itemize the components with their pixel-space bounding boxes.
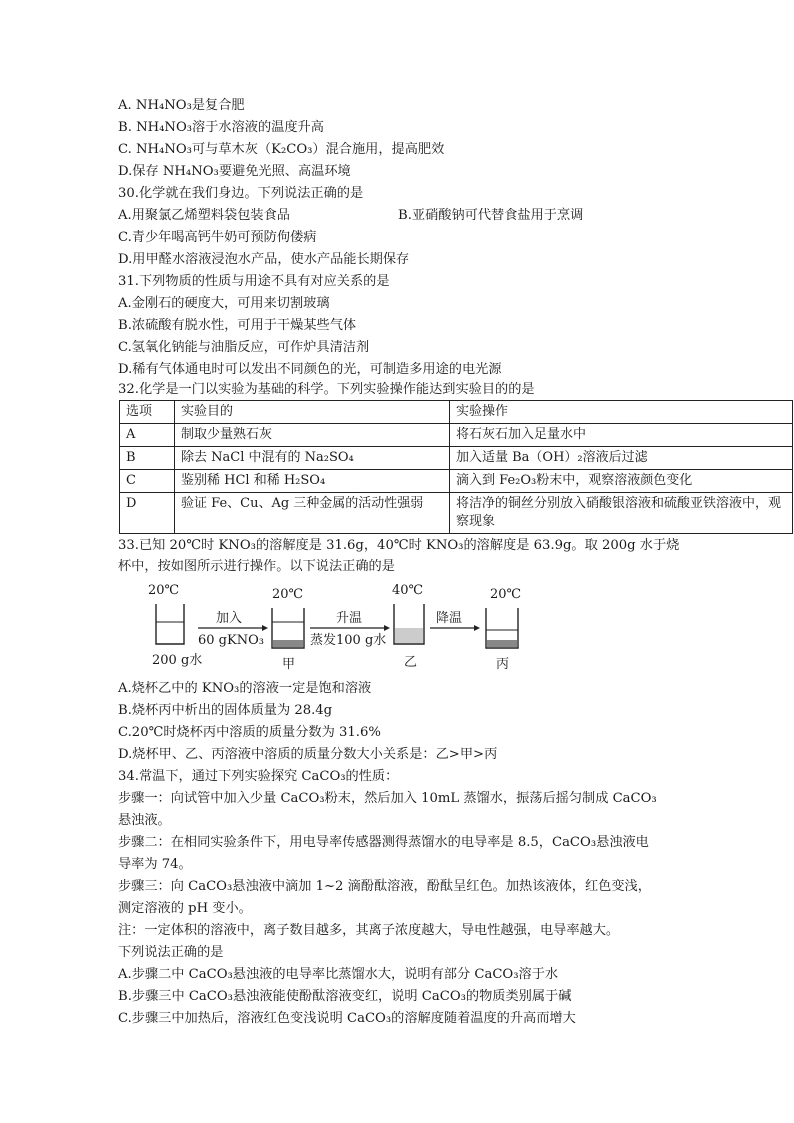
- q34-question: 下列说法正确的是: [118, 945, 224, 960]
- q30-option-d: D.用甲醛水溶液浸泡水产品，使水产品能长期保存: [118, 252, 410, 267]
- q33-option-a: A.烧杯乙中的 KNO₃的溶液一定是饱和溶液: [118, 681, 372, 696]
- beaker3-temp: 20℃: [490, 587, 522, 602]
- table-header-row: [120, 401, 793, 424]
- step3-top-label: 降温: [436, 611, 463, 626]
- q29-option-c: C. NH₄NO₃可与草木灰（K₂CO₃）混合施用，提高肥效: [118, 142, 445, 157]
- beaker2-solution: [395, 628, 423, 643]
- q34-step1-line1: 步骤一：向试管中加入少量 CaCO₃粉末，然后加入 10mL 蒸馏水，振荡后摇匀制成 CaCO₃: [118, 791, 657, 806]
- table-row: [120, 447, 793, 470]
- q32-table: [119, 400, 793, 534]
- q33-option-c: C.20℃时烧杯丙中溶质的质量分数为 31.6%: [118, 725, 381, 740]
- beaker2-label: 乙: [404, 655, 418, 670]
- q30-option-b: B.亚硝酸钠可代替食盐用于烹调: [398, 208, 584, 223]
- beaker0-water-label: 200 g水: [152, 653, 203, 668]
- q32-stem: 32.化学是一门以实验为基础的科学。下列实验操作能达到实验目的的是: [118, 382, 535, 397]
- table-cell: 制取少量熟石灰: [175, 424, 450, 447]
- table-cell: 鉴别稀 HCl 和稀 H₂SO₄: [175, 470, 450, 493]
- q34-step2-line2: 导率为 74。: [118, 857, 192, 872]
- q34-option-a: A.步骤二中 CaCO₃悬浊液的电导率比蒸馏水大，说明有部分 CaCO₃溶于水: [118, 967, 559, 982]
- q33-option-b: B.烧杯丙中析出的固体质量为 28.4g: [118, 703, 333, 718]
- q34-step3-line1: 步骤三：向 CaCO₃悬浊液中滴加 1~2 滴酚酞溶液，酚酞呈红色。加热该液体，红色变浅，: [118, 879, 651, 894]
- table-cell: B: [120, 447, 175, 470]
- beaker3-solid: [487, 640, 517, 647]
- step2-top-label: 升温: [336, 611, 363, 626]
- q29-option-b: B. NH₄NO₃溶于水溶液的温度升高: [118, 120, 324, 135]
- table-cell: 除去 NaCl 中混有的 Na₂SO₄: [175, 447, 450, 470]
- step2-bottom-label: 蒸发100 g水: [310, 633, 387, 648]
- q29-option-a: A. NH₄NO₃是复合肥: [118, 98, 245, 113]
- q33-beaker-diagram: [140, 578, 560, 678]
- beaker1-label: 甲: [282, 657, 296, 672]
- q30-stem: 30.化学就在我们身边。下列说法正确的是: [118, 186, 364, 201]
- q30-option-c: C.青少年喝高钙牛奶可预防佝偻病: [118, 230, 317, 245]
- table-cell: A: [120, 424, 175, 447]
- step1-arrowhead: [262, 625, 268, 631]
- q30-row-ab: [118, 206, 718, 226]
- table-cell: 将石灰石加入足量水中: [450, 424, 793, 447]
- table-cell: D: [120, 493, 175, 534]
- q34-option-c: C.步骤三中加热后，溶液红色变浅说明 CaCO₃的溶解度随着温度的升高而增大: [118, 1011, 576, 1026]
- q34-stem: 34.常温下，通过下列实验探究 CaCO₃的性质：: [118, 769, 399, 784]
- q34-step2-line1: 步骤二：在相同实验条件下，用电导率传感器测得蒸馏水的电导率是 8.5，CaCO₃悬浊液电: [118, 835, 649, 850]
- beaker1-temp: 20℃: [272, 587, 304, 602]
- table-cell: C: [120, 470, 175, 493]
- q31-option-b: B.浓硫酸有脱水性，可用于干燥某些气体: [118, 318, 357, 333]
- q34-option-b: B.步骤三中 CaCO₃悬浊液能使酚酞溶液变红，说明 CaCO₃的物质类别属于碱: [118, 989, 572, 1004]
- q31-option-a: A.金刚石的硬度大，可用来切割玻璃: [118, 296, 330, 311]
- beaker0: [156, 604, 184, 644]
- q31-option-d: D.稀有气体通电时可以发出不同颜色的光，可制造多用途的电光源: [118, 362, 502, 377]
- step1-top-label: 加入: [216, 611, 243, 626]
- step2-arrowhead: [384, 625, 390, 631]
- beaker2-temp: 40℃: [392, 583, 424, 598]
- q34-note: 注：一定体积的溶液中，离子数目越多，其离子浓度越大，导电性越强，电导率越大。: [118, 923, 620, 938]
- q31-option-c: C.氢氧化钠能与油脂反应，可作炉具清洁剂: [118, 340, 370, 355]
- table-row: [120, 493, 793, 534]
- q29-option-d: D.保存 NH₄NO₃要避免光照、高温环境: [118, 164, 351, 179]
- q33-option-d: D.烧杯甲、乙、丙溶液中溶质的质量分数大小关系是：乙>甲>丙: [118, 747, 498, 762]
- table-header-cell: 实验操作: [450, 401, 793, 424]
- table-cell: 滴入到 Fe₂O₃粉末中，观察溶液颜色变化: [450, 470, 793, 493]
- beaker3-label: 丙: [496, 657, 510, 672]
- q33-stem-line1: 33.已知 20℃时 KNO₃的溶解度是 31.6g，40℃时 KNO₃的溶解度是 63.9g。取 200g 水于烧: [118, 538, 680, 553]
- table-cell: 将洁净的铜丝分别放入硝酸银溶液和硫酸亚铁溶液中，观察现象: [450, 493, 793, 534]
- beaker0-temp: 20℃: [148, 583, 180, 598]
- table-cell: 验证 Fe、Cu、Ag 三种金属的活动性强弱: [175, 493, 450, 534]
- table-header-cell: 实验目的: [175, 401, 450, 424]
- q34-step1-line2: 悬浊液。: [118, 813, 171, 828]
- step1-bottom-label: 60 gKNO₃: [198, 633, 264, 648]
- table-cell: 加入适量 Ba（OH）₂溶液后过滤: [450, 447, 793, 470]
- q31-stem: 31.下列物质的性质与用途不具有对应关系的是: [118, 274, 390, 289]
- q30-option-a: A.用聚氯乙烯塑料袋包装食品: [118, 208, 290, 223]
- table-row: [120, 424, 793, 447]
- table-header-cell: 选项: [120, 401, 175, 424]
- beaker1-solid: [273, 640, 303, 647]
- table-row: [120, 470, 793, 493]
- step3-arrowhead: [474, 625, 480, 631]
- q33-stem-line2: 杯中，按如图所示进行操作。以下说法正确的是: [118, 559, 395, 574]
- q34-step3-line2: 测定溶液的 pH 变小。: [118, 901, 252, 916]
